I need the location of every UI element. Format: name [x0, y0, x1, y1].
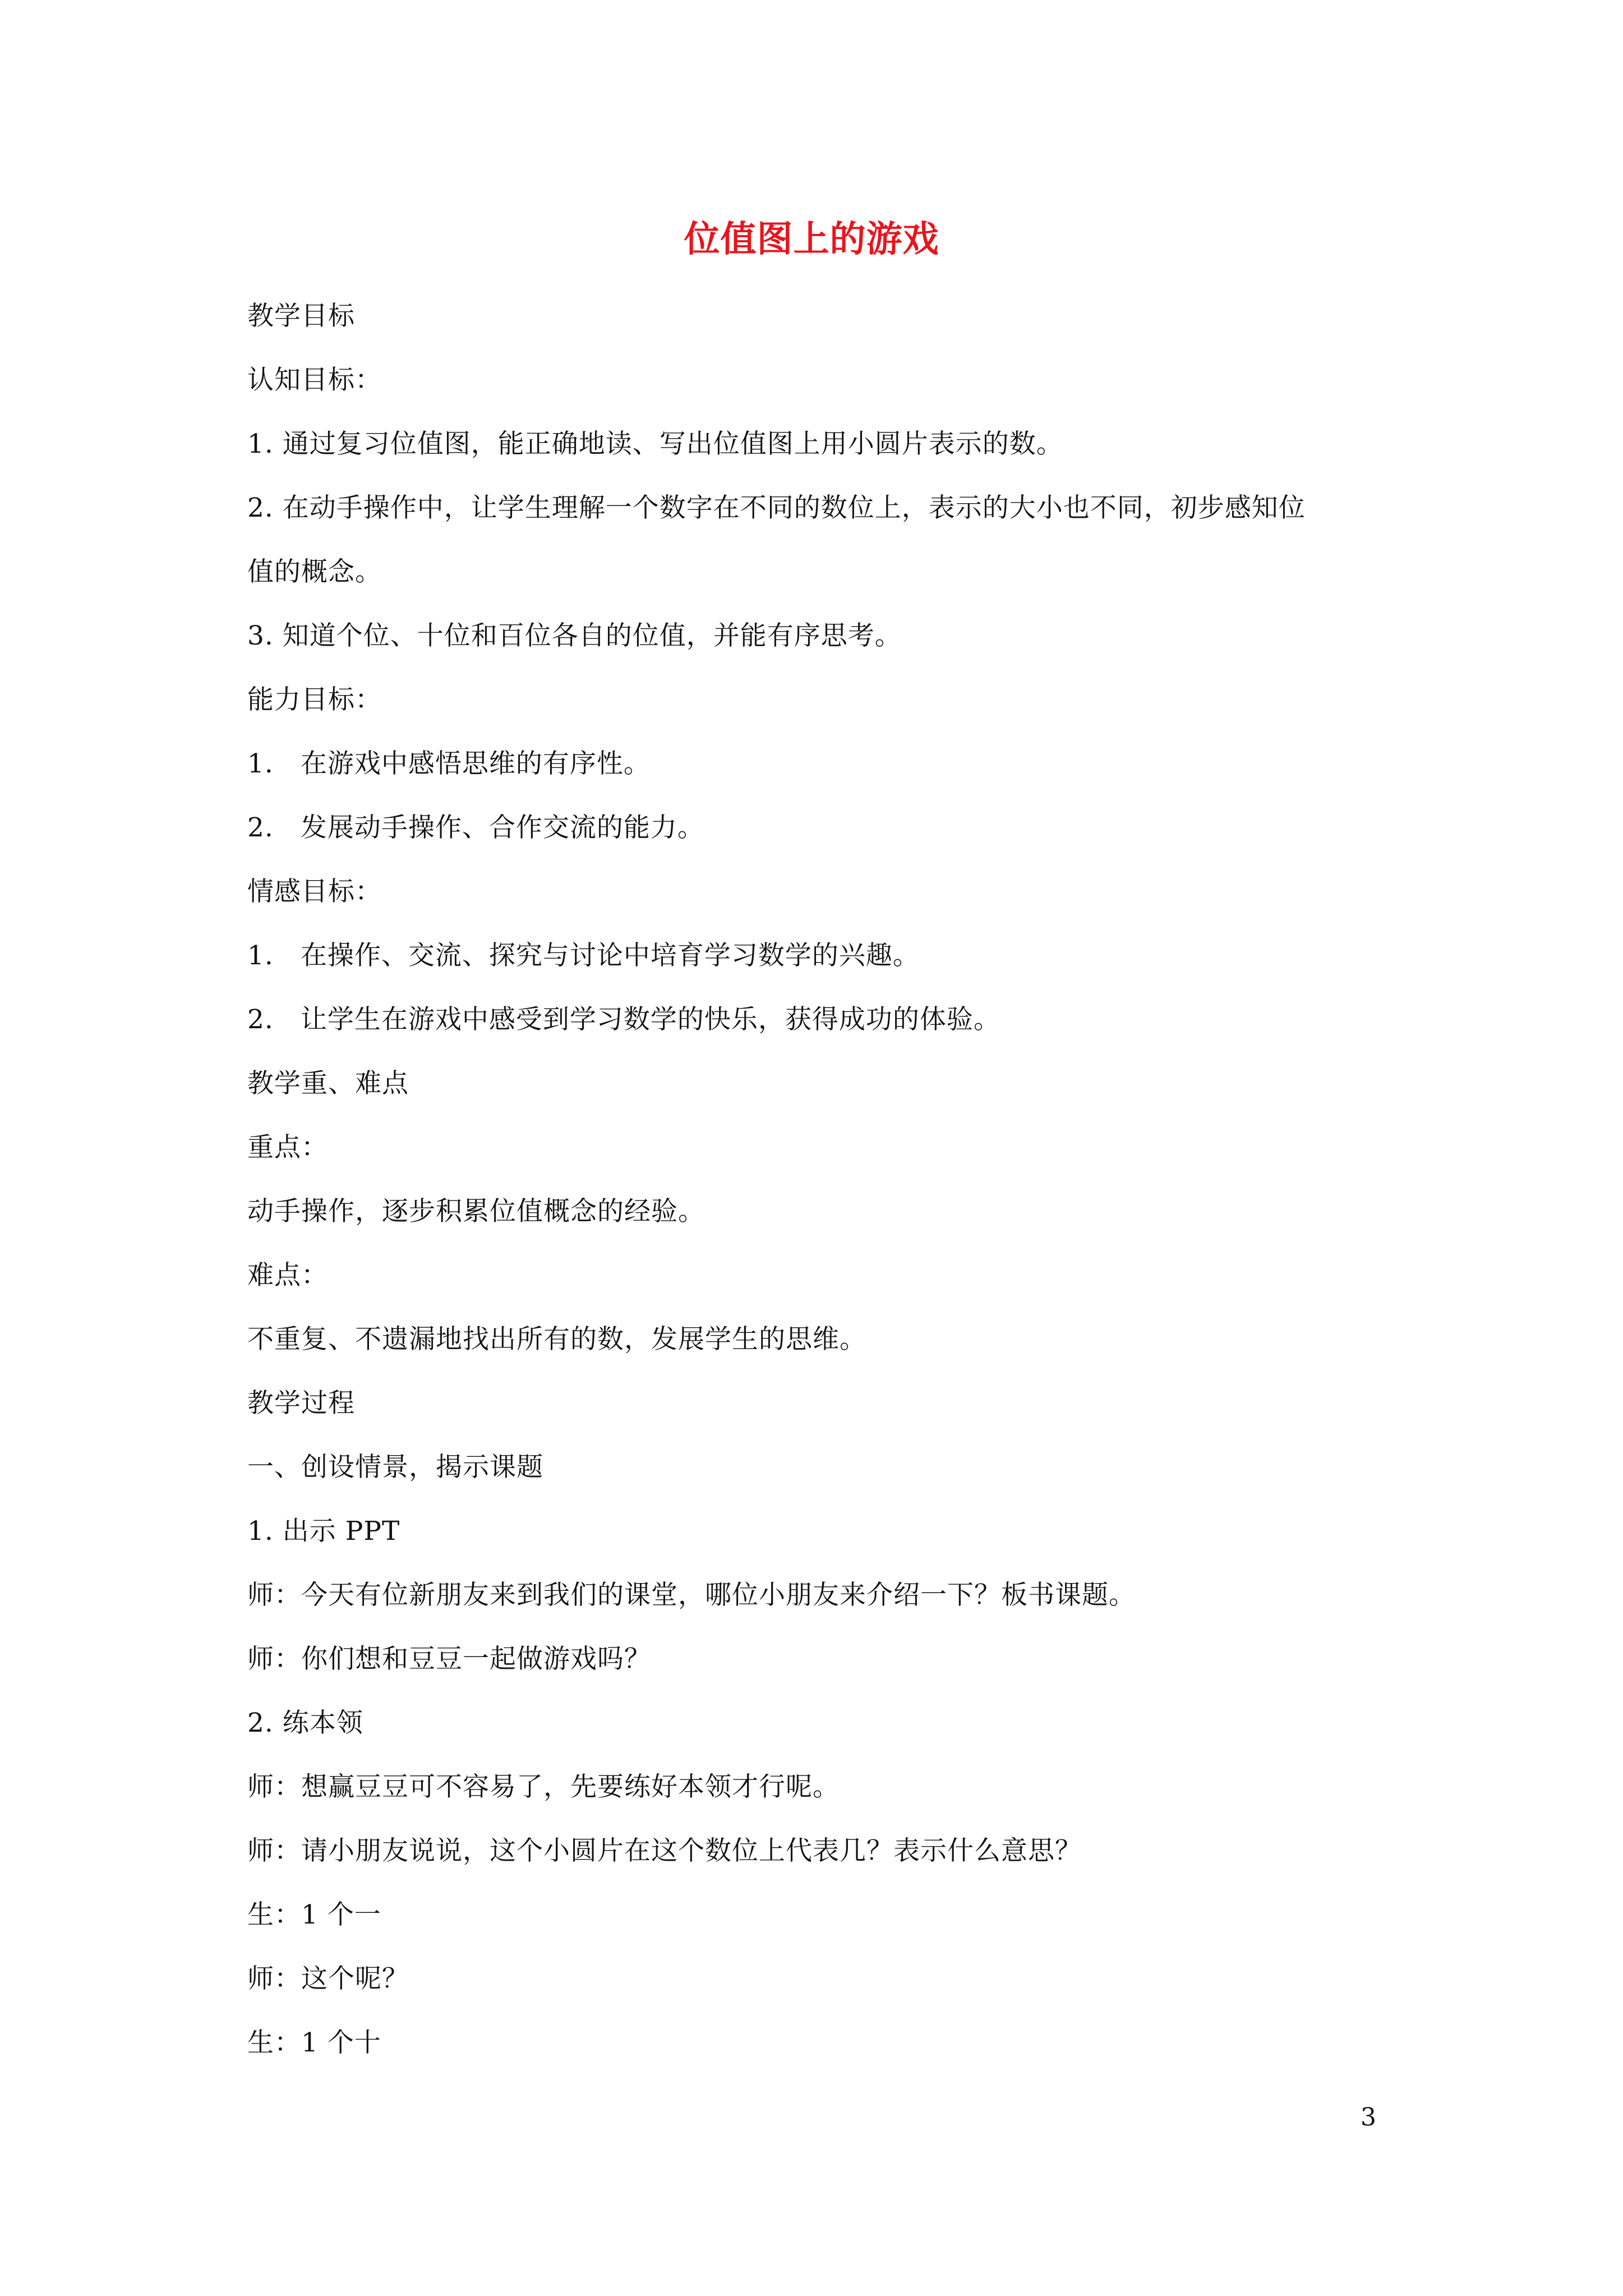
text-line: 师：今天有位新朋友来到我们的课堂，哪位小朋友来介绍一下？板书课题。: [247, 1580, 1136, 1611]
text-line: 认知目标：: [247, 365, 382, 395]
text-line: 能力目标：: [247, 684, 382, 715]
text-line: 情感目标：: [247, 876, 382, 907]
text-line: 动手操作，逐步积累位值概念的经验。: [247, 1196, 705, 1227]
text-line: 3. 知道个位、十位和百位各自的位值，并能有序思考。: [247, 620, 902, 651]
text-line: 值的概念。: [247, 556, 382, 587]
page-number: 3: [1361, 2103, 1376, 2132]
text-line: 师：想赢豆豆可不容易了，先要练好本领才行呢。: [247, 1772, 840, 1802]
text-line: 师：请小朋友说说，这个小圆片在这个数位上代表几？表示什么意思？: [247, 1835, 1082, 1866]
text-line: 教学过程: [247, 1388, 355, 1419]
text-line: 2. 发展动手操作、合作交流的能力。: [247, 812, 704, 843]
text-line: 难点：: [247, 1260, 328, 1291]
text-line: 师：这个呢？: [247, 1963, 409, 1994]
text-line: 教学目标: [247, 301, 355, 332]
text-line: 重点：: [247, 1132, 328, 1163]
text-line: 1. 在游戏中感悟思维的有序性。: [247, 748, 651, 779]
text-line: 1. 出示 PPT: [247, 1516, 400, 1547]
text-line: 教学重、难点: [247, 1068, 409, 1099]
text-line: 生：1 个一: [247, 1899, 381, 1930]
text-line: 2. 在动手操作中，让学生理解一个数字在不同的数位上，表示的大小也不同，初步感知位: [247, 493, 1306, 523]
text-line: 2. 让学生在游戏中感受到学习数学的快乐，获得成功的体验。: [247, 1004, 1000, 1035]
text-line: 师：你们想和豆豆一起做游戏吗？: [247, 1644, 651, 1674]
document-title: 位值图上的游戏: [684, 218, 939, 260]
text-line: 不重复、不遗漏地找出所有的数，发展学生的思维。: [247, 1324, 866, 1355]
text-line: 生：1 个十: [247, 2027, 381, 2058]
text-line: 2. 练本领: [247, 1708, 363, 1738]
text-line: 1. 通过复习位值图，能正确地读、写出位值图上用小圆片表示的数。: [247, 429, 1063, 459]
text-line: 1. 在操作、交流、探究与讨论中培育学习数学的兴趣。: [247, 940, 920, 971]
text-line: 一、创设情景，揭示课题: [247, 1452, 543, 1483]
